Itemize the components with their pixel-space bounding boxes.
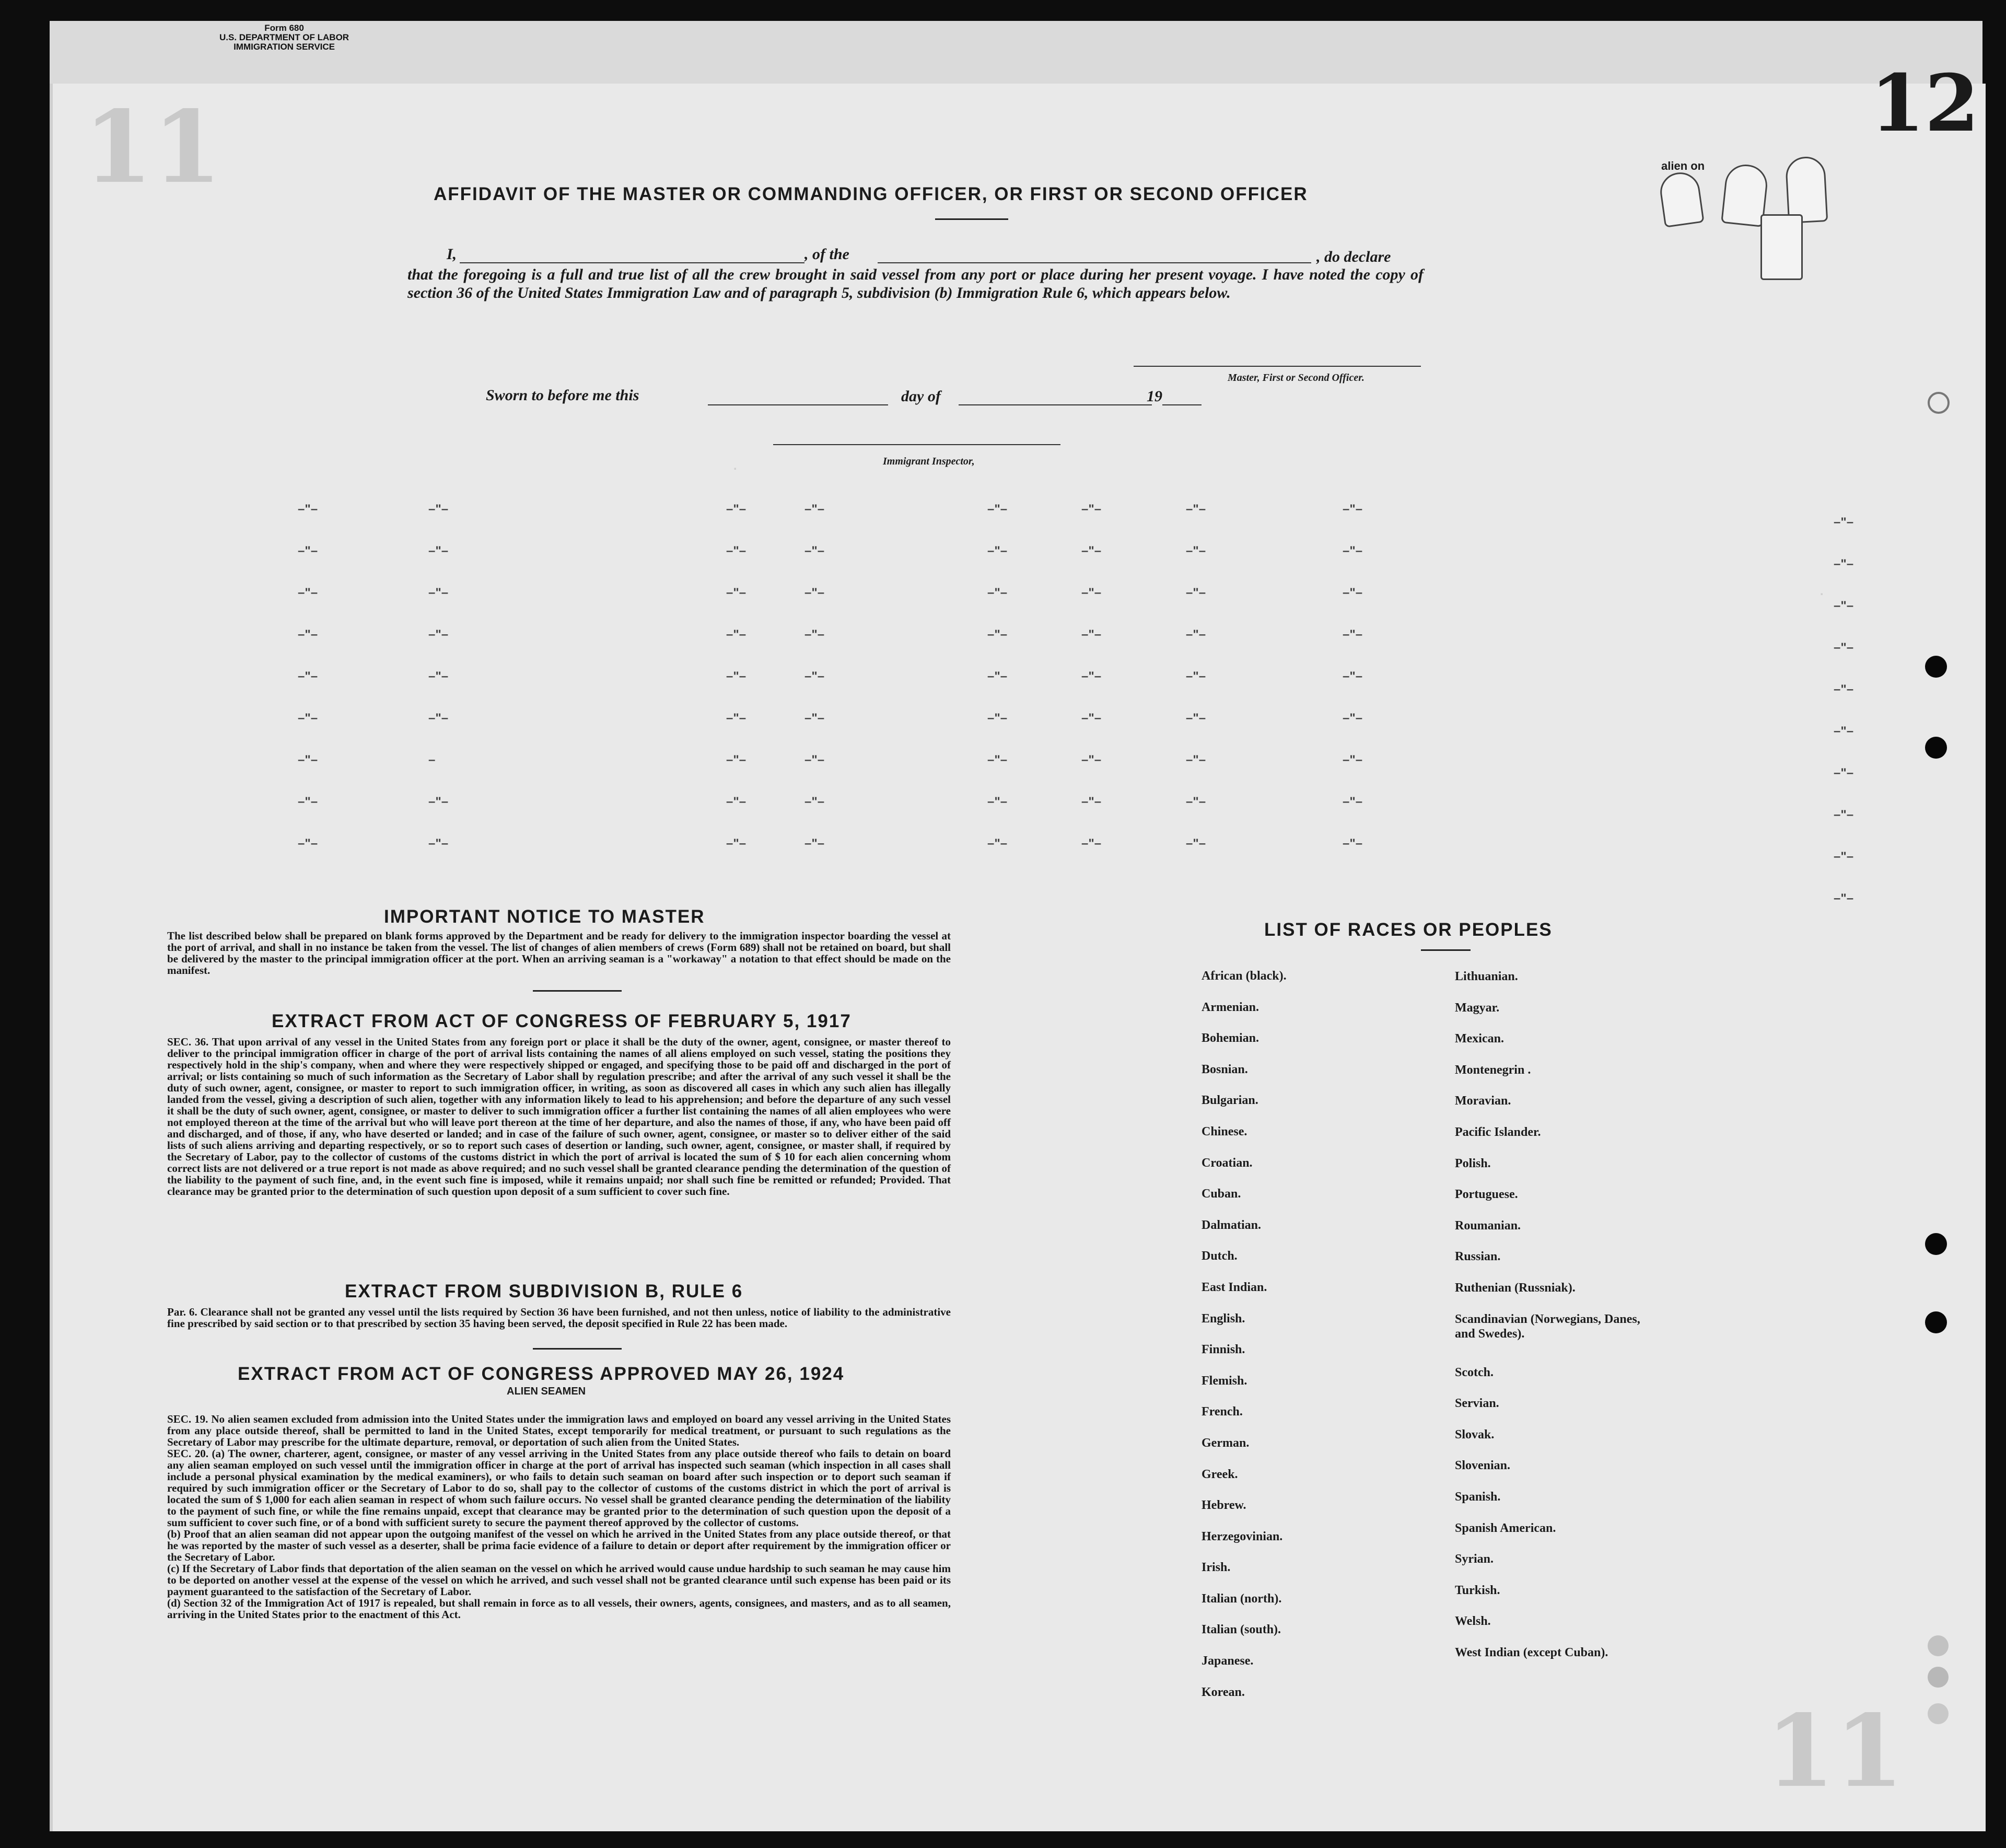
race-item: Dutch. [1202, 1249, 1238, 1263]
inspector-label: Immigrant Inspector, [883, 456, 975, 467]
race-item: English. [1202, 1311, 1245, 1326]
paper-tag [1760, 214, 1803, 280]
declarant-name-field[interactable] [460, 246, 804, 263]
race-item: German. [1202, 1436, 1250, 1450]
ditto-column: –"– –"– –"– –"– –"– –"– – –"– –"– [428, 502, 449, 851]
race-item: East Indian. [1202, 1280, 1267, 1294]
ditto-column: –"– –"– –"– –"– –"– –"– –"– –"– –"– [298, 502, 318, 851]
sworn-day-field[interactable] [708, 388, 888, 405]
ditto-column: –"– –"– –"– –"– –"– –"– –"– –"– –"– –"– [1834, 515, 1854, 905]
ditto-column: –"– –"– –"– –"– –"– –"– –"– –"– –"– [987, 502, 1008, 851]
sworn-day-of: day of [901, 388, 941, 405]
race-item: Moravian. [1455, 1094, 1511, 1108]
race-item: Finnish. [1202, 1343, 1245, 1357]
race-item: Turkish. [1455, 1583, 1500, 1597]
signature-label: Master, First or Second Officer. [1228, 372, 1364, 383]
race-item: Servian. [1455, 1397, 1499, 1411]
sheet-number: 12 [1870, 57, 1979, 149]
race-item: Hebrew. [1202, 1498, 1246, 1513]
ditto-column: –"– –"– –"– –"– –"– –"– –"– –"– –"– [726, 502, 747, 851]
sworn-month-field[interactable] [959, 388, 1152, 405]
punch-hole [1925, 1311, 1947, 1333]
race-item: Korean. [1202, 1685, 1245, 1699]
race-item: West Indian (except Cuban). [1455, 1645, 1608, 1659]
punch-hole [1928, 1667, 1949, 1688]
race-item: Croatian. [1202, 1156, 1253, 1170]
race-item: Pacific Islander. [1455, 1125, 1541, 1139]
races-left-column [1202, 969, 1452, 1716]
race-item: Montenegrin . [1455, 1063, 1531, 1077]
divider [533, 1348, 622, 1350]
bleed-through-number: 11 [1766, 1693, 1904, 1809]
race-item: Greek. [1202, 1467, 1238, 1481]
race-item: French. [1202, 1405, 1243, 1419]
race-item: Bosnian. [1202, 1062, 1248, 1076]
race-item: Scotch. [1455, 1365, 1494, 1379]
race-item: Slovak. [1455, 1427, 1495, 1442]
race-item: Italian (north). [1202, 1591, 1282, 1606]
race-item: Slovenian. [1455, 1459, 1511, 1473]
race-item: Magyar. [1455, 1001, 1500, 1015]
bleed-through-text: . [1818, 585, 1826, 599]
ditto-column: –"– –"– –"– –"– –"– –"– –"– –"– –"– [1186, 502, 1206, 851]
ditto-column: –"– –"– –"– –"– –"– –"– –"– –"– –"– [1081, 502, 1102, 851]
race-item: Portuguese. [1455, 1188, 1518, 1202]
race-item: Roumanian. [1455, 1218, 1521, 1233]
race-item: Chinese. [1202, 1124, 1247, 1138]
race-item: Welsh. [1455, 1614, 1491, 1629]
paper-tag [1785, 156, 1828, 224]
notice-body: The list described below shall be prepared on blank forms approved by the Department and be ready for delivery to the immigration inspector boarding the vessel at the port of arrival, and shall in no instance be taken from the vessel. The list of changes of alien members of crews (Form 689) shall not be retained on board, but shall be delivered by the master to the principal immigration officer at the port. When an arriving seaman is a "workaway" a notation to that effect should be made on the manifest. [167, 929, 951, 977]
punch-hole [1925, 656, 1947, 678]
race-item: Ruthenian (Russniak). [1455, 1281, 1576, 1295]
sworn-text: Sworn to before me this [486, 387, 639, 404]
race-item: Bulgarian. [1202, 1094, 1258, 1108]
inspector-signature-field[interactable] [773, 428, 1060, 445]
alien-note: alien on [1661, 159, 1705, 172]
extract-1924-title: EXTRACT FROM ACT OF CONGRESS APPROVED MAY 26, 1924 [238, 1364, 845, 1384]
bleed-through-number: 11 [84, 89, 222, 205]
race-item: Lithuanian. [1455, 970, 1518, 983]
notice-title: IMPORTANT NOTICE TO MASTER [384, 906, 705, 927]
sworn-year-prefix: 19 [1147, 388, 1162, 405]
affidavit-title: AFFIDAVIT OF THE MASTER OR COMMANDING OFFICER, OR FIRST OR SECOND OFFICER [434, 184, 1308, 204]
race-item: Japanese. [1202, 1654, 1254, 1668]
ditto-column: –"– –"– –"– –"– –"– –"– –"– –"– –"– [804, 502, 825, 851]
race-item: Syrian. [1455, 1552, 1494, 1566]
race-item: Herzegovinian. [1202, 1529, 1283, 1543]
extract-1917-title: EXTRACT FROM ACT OF CONGRESS OF FEBRUARY 5, 1917 [272, 1011, 852, 1031]
extract-1924-subtitle: ALIEN SEAMEN [507, 1386, 586, 1397]
declarant-of-the: , of the [804, 246, 849, 263]
punch-hole [1925, 737, 1947, 759]
punch-hole [1928, 1635, 1949, 1656]
sworn-year-field[interactable] [1162, 388, 1202, 405]
race-item: Polish. [1455, 1156, 1491, 1170]
punch-hole [1928, 392, 1950, 414]
bleed-through-text: . [731, 460, 739, 474]
race-item: Spanish. [1455, 1490, 1501, 1504]
rule6-title: EXTRACT FROM SUBDIVISION B, RULE 6 [345, 1281, 743, 1301]
affidavit-body: that the foregoing is a full and true list of all the crew brought in said vessel from any port or place during her present voyage. I have noted the copy of section 36 of the United States Immigration Law and of paragraph 5, subdivision (b) Immigration Rule 6, which appears below. [407, 266, 1424, 301]
race-item: Mexican. [1455, 1032, 1504, 1046]
race-item: Flemish. [1202, 1374, 1247, 1388]
ditto-column: –"– –"– –"– –"– –"– –"– –"– –"– –"– [1343, 502, 1363, 851]
race-item: Bohemian. [1202, 1031, 1259, 1045]
race-item: Scandinavian (Norwegians, Danes, and Swedes). [1455, 1312, 1640, 1341]
race-item: Italian (south). [1202, 1623, 1281, 1637]
extract-1924-body: SEC. 19. No alien seamen excluded from admission into the United States under the immigration laws and employed on board any vessel arriving in the United States from any place outside thereof, shall be permitted to land in the United States, except temporarily for medical treatment, or pursuant to such regulations as the Secretary of Labor may prescribe for the ultimate departure, removal, or deportation of such alien from the United States. SEC. 20. (a) The owner, charterer, agent, consignee, or master of any vessel arriving in the United States from any place outside thereof who fails to detain on board any alien seaman employed on such vessel until the immigration officer in charge at the port of arrival has inspected such seaman (which inspection in all cases shall include a personal physical examination by the medical examiners), or who fails to detain such seaman on board after such inspection or to deport such seaman if required by such immigration officer or the Secretary of Labor to do so, shall pay to the collector of customs of the customs district in which the port of arrival is located the sum of $ 1,000 for each alien seaman in respect of whom such failure occurs. No vessel shall be granted clearance pending the determination of the liability to the payment of such fine, or while the fine remains unpaid, except that clearance may be granted prior to the determination of such question upon the deposit of a sum sufficient to cover such fine, or of a bond with sufficient surety to secure the payment thereof approved by the collector of customs. (b) Proof that an alien seaman did not appear upon the outgoing manifest of the vessel on which he arrived in the United States from any place outside thereof, or that he was reported by the master of such vessel as a deserter, shall be prima facie evidence of a failure to detain or deport after requirement by the immigration officer or the Secretary of Labor. (c) If the Secretary of Labor finds that deportation of the alien seaman on the vessel on which he arrived would cause undue hardship to such seaman he may cause him to be deported on another vessel at the expense of the vessel on which he arrived, and such vessel shall not be granted clearance until such expense has been paid or its payment guaranteed to the satisfaction of the Secretary of Labor. (d) Section 32 of the Immigration Act of 1917 is repealed, but shall remain in force as to all vessels, their owners, agents, consignees, and masters, and as to all seamen, arriving in the United States prior to the enactment of this Act. [167, 1413, 951, 1621]
form-header: Form 680 U.S. DEPARTMENT OF LABOR IMMIGRATION SERVICE [219, 23, 349, 52]
rule6-body: Par. 6. Clearance shall not be granted any vessel until the lists required by Section 36 have been furnished, and not then unless, notice of liability to the administrative fine prescribed by said section or to that prescribed by section 35 having been served, the deposit specified in Rule 22 has been made. [167, 1306, 951, 1330]
declarant-prefix: I, [447, 246, 457, 263]
declarant-suffix: , do declare [1316, 248, 1391, 265]
divider [935, 218, 1008, 220]
race-item: Russian. [1455, 1250, 1501, 1264]
punch-hole [1928, 1703, 1949, 1724]
vessel-name-field[interactable] [878, 246, 1311, 263]
races-right-column [1455, 969, 1648, 1676]
race-item: Cuban. [1202, 1187, 1241, 1201]
race-item: African (black). [1202, 969, 1287, 983]
race-item: Irish. [1202, 1561, 1231, 1575]
divider [533, 990, 622, 992]
races-title: LIST OF RACES OR PEOPLES [1264, 920, 1553, 940]
punch-hole [1925, 1233, 1947, 1255]
divider [1421, 949, 1471, 951]
race-item: Spanish American. [1455, 1521, 1556, 1535]
race-item: Armenian. [1202, 1000, 1259, 1014]
race-item: Dalmatian. [1202, 1218, 1261, 1232]
extract-1917-body: SEC. 36. That upon arrival of any vessel in the United States from any foreign port or place it shall be the duty of the owner, agent, consignee, or master thereof to deliver to the principal immigration officer in charge of the port of arrival lists containing the names of all aliens employed on such vessel, stating the positions they respectively hold in the ship's company, when and where they were respectively shipped or engaged, and specifying those to be paid off and discharged in the port of arrival; or lists containing so much of such information as the Secretary of Labor shall by regulation prescribe; and after the arrival of any such vessel it shall be the duty of such owner, agent, consignee, or master to report to such immigration officer, in writing, as soon as discovered all cases in which any such alien has illegally landed from the vessel, giving a description of such alien, together with any information likely to lead to his apprehension; and before the departure of any such vessel it shall be the duty of such owner, agent, consignee, or master to deliver to such immigration officer a further list containing the names of all alien employees who were not employed thereon at the time of the arrival but who will leave port thereon at the time of her departure, and also the names of those, if any, who have been paid off and discharged, and of those, if any, who have deserted or landed; and in case of the failure of such owner, agent, consignee, or master so to deliver either of the said lists of such aliens arriving and departing respectively, or so to report such cases of desertion or landing, such owner, agent, consignee, or master shall, if required by the Secretary of Labor, pay to the collector of customs of the customs district in which the port of arrival is located the sum of $ 10 for each alien concerning whom correct lists are not delivered or a true report is not made as above required; and no such vessel shall be granted clearance pending the determination of the question of the liability to the payment of such fine, and, in the event such fine is imposed, while it remains unpaid; nor shall such fine be remitted or refunded; Provided. That clearance may be granted prior to the determination of such question upon deposit of a sum sufficient to cover such fine. [167, 1036, 951, 1198]
signature-field[interactable] [1134, 355, 1421, 367]
